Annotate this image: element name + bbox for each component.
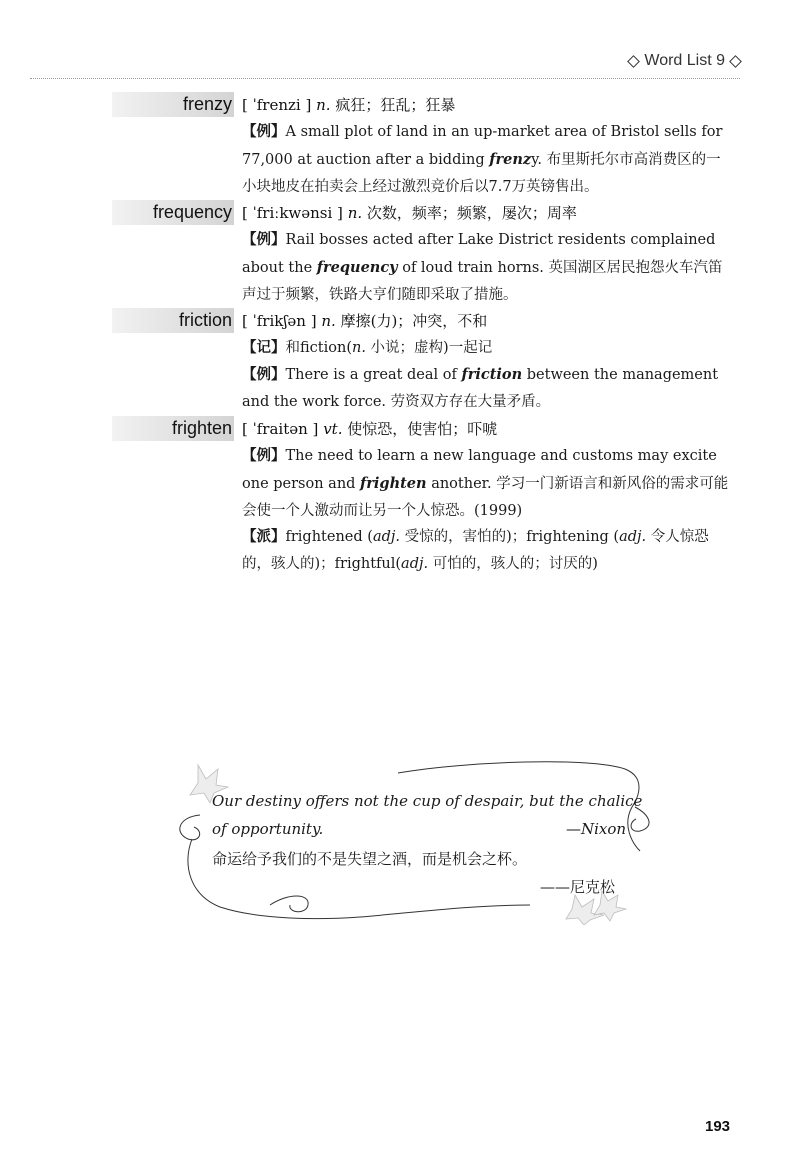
headword: frighten — [171, 418, 232, 438]
derived-text-4: 可怕的，骇人的；讨厌的) — [428, 556, 598, 572]
part-of-speech: n. — [347, 204, 363, 222]
example-tag: 【例】 — [242, 447, 286, 464]
headword: frenzy — [182, 94, 232, 114]
memory-note — [242, 334, 730, 362]
headword: frequency — [152, 202, 232, 222]
derived-pos-2: adj. — [619, 529, 647, 545]
example-text: There is a great deal of — [285, 367, 462, 383]
example-translation: of loud train horns. 英国湖区居民抱怨火车汽笛声过于频繁，铁路大亨们随即采取了措施。 — [242, 260, 723, 303]
phonetic: [ ˈfrikʃən ] — [242, 312, 317, 330]
quote-english-line-1: Our destiny offers not the cup of despair, but the chalice — [212, 792, 643, 810]
pronunciation-line — [242, 93, 455, 118]
note-text: 和fiction( — [285, 340, 352, 356]
part-of-speech: n. — [316, 96, 331, 114]
definition: 疯狂；狂乱；狂暴 — [335, 96, 456, 114]
page-number: 193 — [705, 1118, 731, 1135]
derived-text-2: 受惊的，害怕的)；frightening ( — [399, 529, 620, 545]
headword: friction — [178, 310, 232, 330]
example-tag: 【例】 — [242, 366, 286, 383]
derived-block — [242, 523, 730, 578]
phonetic: [ ˈfrenzi ] — [242, 96, 312, 114]
note-text-end: 小说；虚构)一起记 — [365, 340, 493, 356]
quote-box — [170, 755, 650, 925]
example-translation: y. 布里斯托尔市高消费区的一小块地皮在拍卖会上经过激烈竞价后以7.7万英镑售出。 — [242, 152, 721, 195]
example-text: Rail bosses acted after Lake District residents complained about the — [242, 232, 716, 276]
example-text: The need to learn a new language and customs may excite one person and — [242, 448, 717, 492]
example-tag: 【例】 — [242, 123, 286, 140]
derived-tag: 【派】 — [242, 528, 286, 545]
word-list-title — [629, 52, 740, 70]
example-headword: frequency — [316, 259, 398, 276]
example-block — [242, 361, 730, 416]
derived-text-1: frightened ( — [285, 529, 373, 545]
example-block — [242, 118, 730, 201]
diamond-right-icon — [729, 55, 742, 68]
derived-text-3: 令人惊恐的，骇人的)；frightful( — [242, 529, 709, 572]
quote-english-line-2: of opportunity. — [212, 820, 324, 838]
quote-chinese-author: ——尼克松 — [540, 878, 616, 896]
part-of-speech: n. — [321, 312, 336, 330]
example-translation: another. 学习一门新语言和新风俗的需求可能会使一个人激动而让另一个人惊恐。(1999) — [242, 476, 729, 519]
quote-chinese: 命运给予我们的不是失望之酒，而是机会之杯。 — [212, 850, 528, 868]
example-headword: friction — [461, 366, 523, 383]
page-header — [30, 48, 740, 79]
example-headword: frighten — [360, 475, 427, 492]
word-list-label: Word List 9 — [644, 52, 725, 69]
definition: 使惊恐，使害怕；吓唬 — [347, 420, 498, 438]
note-tag: 【记】 — [242, 339, 286, 356]
phonetic: [ ˈfraitən ] — [242, 420, 319, 438]
example-tag: 【例】 — [242, 231, 286, 248]
definition: 摩擦(力)；冲突，不和 — [340, 312, 488, 330]
decorative-frame — [170, 755, 650, 925]
diamond-left-icon — [628, 55, 641, 68]
definition: 次数，频率；频繁，屡次；周率 — [366, 204, 577, 222]
note-pos: n. — [351, 340, 366, 356]
pronunciation-line — [242, 309, 487, 334]
derived-pos-3: adj. — [401, 556, 429, 572]
example-translation: between the management and the work force. 劳资双方存在大量矛盾。 — [242, 367, 719, 410]
phonetic: [ ˈfriːkwənsi ] — [242, 204, 343, 222]
example-text: A small plot of land in an up-market area of Bristol sells for 77,000 at auction after a bidding — [242, 124, 723, 168]
derived-pos-1: adj. — [372, 529, 400, 545]
part-of-speech: vt. — [323, 420, 343, 438]
quote-author: —Nixon — [566, 820, 627, 838]
pronunciation-line — [242, 417, 497, 442]
example-headword: frenz — [489, 151, 532, 168]
example-block — [242, 442, 730, 525]
example-block — [242, 226, 730, 309]
pronunciation-line — [242, 201, 577, 226]
